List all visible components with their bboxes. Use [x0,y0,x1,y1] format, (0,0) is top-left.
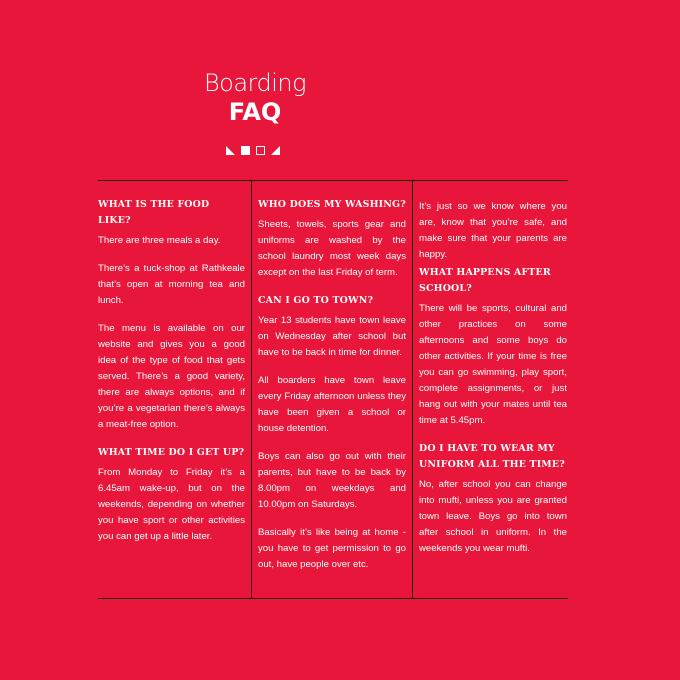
triangle-left-icon [226,146,235,155]
question-heading: DO I HAVE TO WEAR MY UNIFORM ALL THE TIME? [419,443,565,470]
answer-paragraph: Boys can also go out with their parents, but have to be back by 8.00pm on weekdays and 10.00pm on Saturdays. [258,451,406,510]
triangle-right-icon [271,146,280,155]
answer-paragraph: The menu is available on our website and gives you a good idea of the type of food that gets served. There’s a good variety, there are always options, and if you’re a vegetarian there’s always a meat-free option. [98,323,245,430]
answer-paragraph: There are three meals a day. [98,235,221,246]
answer-paragraph: There will be sports, cultural and other practices on some afternoons and some boys do other activities. If your time is free you can go swimming, play sport, complete assignments, or just hang out with your mates until tea time at 5.45pm. [419,303,567,426]
faq-column-1 [98,197,245,545]
top-divider [98,180,568,181]
question-heading: WHAT HAPPENS AFTER SCHOOL? [419,267,551,294]
answer-paragraph: It’s just so we know where you are, know that you’re safe, and make sure that your parents are happy. [419,201,567,260]
answer-paragraph: Year 13 students have town leave on Wednesday after school but have to be back in time for dinner. [258,315,406,358]
answer-paragraph: No, after school you can change into mufti, unless you are granted town leave. Boys go into town after school in uniform. In the weekends you wear mufti. [419,479,567,554]
question-heading: WHO DOES MY WASHING? [258,199,406,210]
answer-paragraph: Basically it’s like being at home - you have to get permission to go out, have people over etc. [258,527,406,570]
faq-column-3 [419,199,567,557]
page-title [200,68,310,126]
decorative-glyph-row [226,145,280,155]
bottom-divider [98,598,568,599]
answer-paragraph: From Monday to Friday it’s a 6.45am wake-up, but on the weekends, depending on whether you have sport or other activities you can get up a little later. [98,467,245,542]
column-divider-2 [412,180,413,598]
question-heading: CAN I GO TO TOWN? [258,295,374,306]
column-divider-1 [251,180,252,598]
square-filled-icon [241,146,250,155]
question-heading: WHAT TIME DO I GET UP? [98,447,245,458]
square-outline-icon [256,146,265,155]
title-boarding: Boarding [203,69,307,97]
title-faq: FAQ [228,98,282,126]
answer-paragraph: Sheets, towels, sports gear and uniforms are washed by the school laundry most week days except on the last Friday of term. [258,219,406,278]
faq-column-2 [258,197,406,573]
answer-paragraph: There’s a tuck-shop at Rathkeale that’s open at morning tea and lunch. [98,263,245,306]
question-heading: WHAT IS THE FOOD LIKE? [98,199,210,226]
answer-paragraph: All boarders have town leave every Friday afternoon unless they have been given a school or house detention. [258,375,406,434]
